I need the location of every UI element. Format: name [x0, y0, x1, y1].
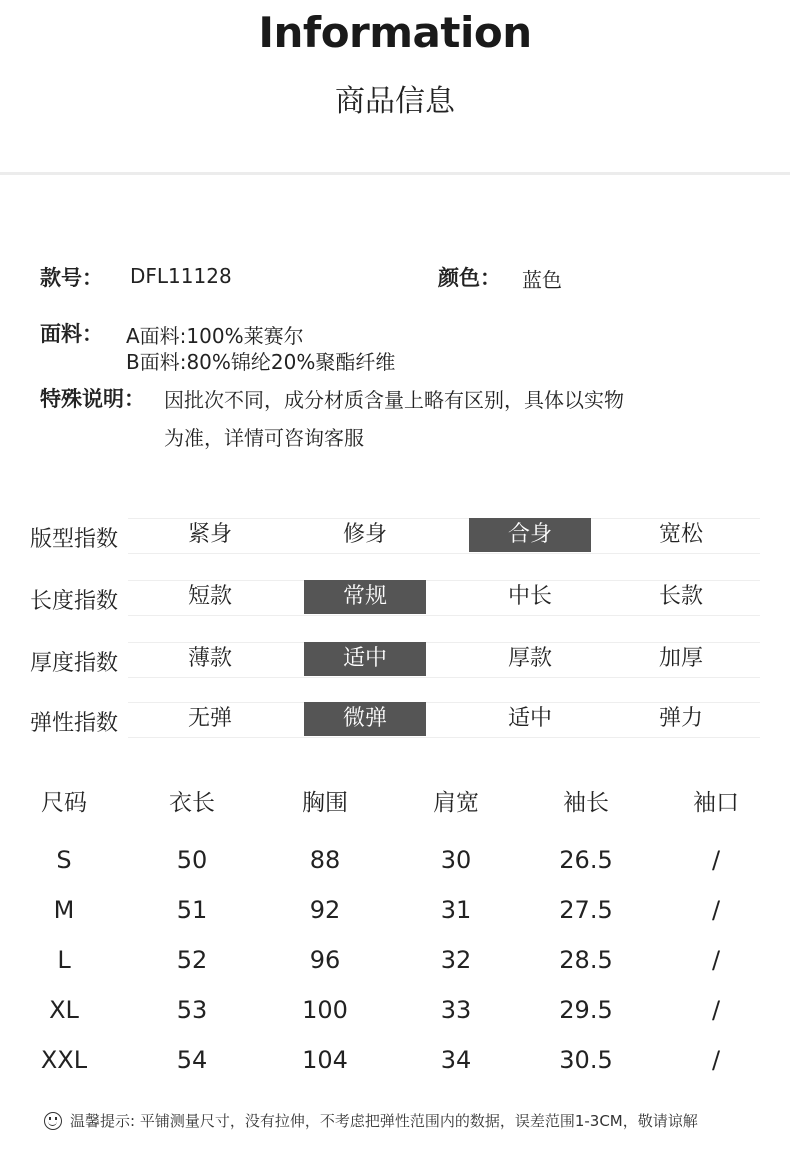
index-option: 修身: [342, 522, 387, 547]
index-row: [0, 642, 790, 678]
index-label: 弹性指数: [30, 711, 119, 736]
index-option: 加厚: [658, 646, 703, 671]
index-option-selected: 合身: [469, 518, 591, 552]
page-title: Information: [258, 8, 532, 57]
table-cell: 26.5: [559, 846, 613, 874]
table-cell: 33: [440, 996, 472, 1024]
index-option: 长款: [658, 584, 703, 609]
footer-text: 温馨提示: 平铺测量尺寸，没有拉伸，不考虑把弹性范围内的数据，误差范围1-3CM，敬请谅解: [70, 1112, 698, 1130]
index-label: 厚度指数: [30, 651, 119, 676]
table-cell: /: [711, 846, 721, 874]
table-cell: 32: [440, 946, 472, 974]
table-cell: 54: [176, 1046, 208, 1074]
fabric-b: B面料:80%锦纶20%聚酯纤维: [126, 350, 396, 374]
table-cell: 88: [309, 846, 341, 874]
index-option: 厚款: [507, 646, 552, 671]
note-line-1: 因批次不同，成分材质含量上略有区别，具体以实物: [164, 388, 624, 412]
table-cell: /: [711, 996, 721, 1024]
note-label: 特殊说明：: [40, 387, 145, 411]
color-label: 颜色：: [438, 266, 501, 290]
color-value: 蓝色: [522, 268, 562, 292]
table-cell: 28.5: [559, 946, 613, 974]
index-option: 宽松: [658, 522, 703, 547]
table-cell: 30: [440, 846, 472, 874]
table-cell: 31: [440, 896, 472, 924]
table-cell: 27.5: [559, 896, 613, 924]
table-header-cell: 袖长: [563, 790, 609, 816]
table-cell: XL: [49, 996, 79, 1024]
table-cell: /: [711, 896, 721, 924]
index-option: 紧身: [187, 522, 232, 547]
fabric-a: A面料:100%莱赛尔: [126, 324, 304, 348]
index-option: 薄款: [187, 646, 232, 671]
index-option: 弹力: [658, 706, 703, 731]
divider: [0, 172, 790, 175]
index-option: 中长: [507, 584, 552, 609]
table-cell: 92: [309, 896, 341, 924]
table-cell: 30.5: [559, 1046, 613, 1074]
table-cell: /: [711, 1046, 721, 1074]
page-subtitle: 商品信息: [335, 84, 455, 119]
index-row: [0, 580, 790, 616]
table-header-cell: 尺码: [41, 790, 87, 816]
table-cell: 96: [309, 946, 341, 974]
smile-icon: [44, 1112, 62, 1130]
table-cell: 29.5: [559, 996, 613, 1024]
note-line-2: 为准，详情可咨询客服: [164, 426, 364, 450]
index-option-selected: 微弹: [304, 702, 426, 736]
table-cell: 34: [440, 1046, 472, 1074]
index-row: [0, 518, 790, 554]
table-header-cell: 衣长: [169, 790, 215, 816]
footer-tip: [44, 1110, 698, 1131]
index-option: 短款: [187, 584, 232, 609]
index-label: 长度指数: [30, 589, 119, 614]
index-option: 无弹: [187, 706, 232, 731]
index-option: 适中: [507, 706, 552, 731]
table-header-cell: 肩宽: [433, 790, 479, 816]
fabric-label: 面料：: [40, 322, 103, 346]
index-label: 版型指数: [30, 527, 119, 552]
table-cell: L: [57, 946, 71, 974]
table-cell: 51: [176, 896, 208, 924]
table-cell: XXL: [40, 1046, 88, 1074]
table-cell: S: [56, 846, 72, 874]
table-cell: 100: [302, 996, 348, 1024]
style-no-label: 款号：: [40, 266, 103, 290]
table-cell: 52: [176, 946, 208, 974]
table-cell: 104: [302, 1046, 348, 1074]
table-cell: 53: [176, 996, 208, 1024]
table-cell: 50: [176, 846, 208, 874]
table-header-cell: 胸围: [302, 790, 348, 816]
table-cell: M: [53, 896, 75, 924]
index-row: [0, 702, 790, 738]
index-option-selected: 常规: [304, 580, 426, 614]
style-no-value: DFL11128: [130, 264, 232, 288]
table-header-cell: 袖口: [693, 790, 739, 816]
index-option-selected: 适中: [304, 642, 426, 676]
table-cell: /: [711, 946, 721, 974]
